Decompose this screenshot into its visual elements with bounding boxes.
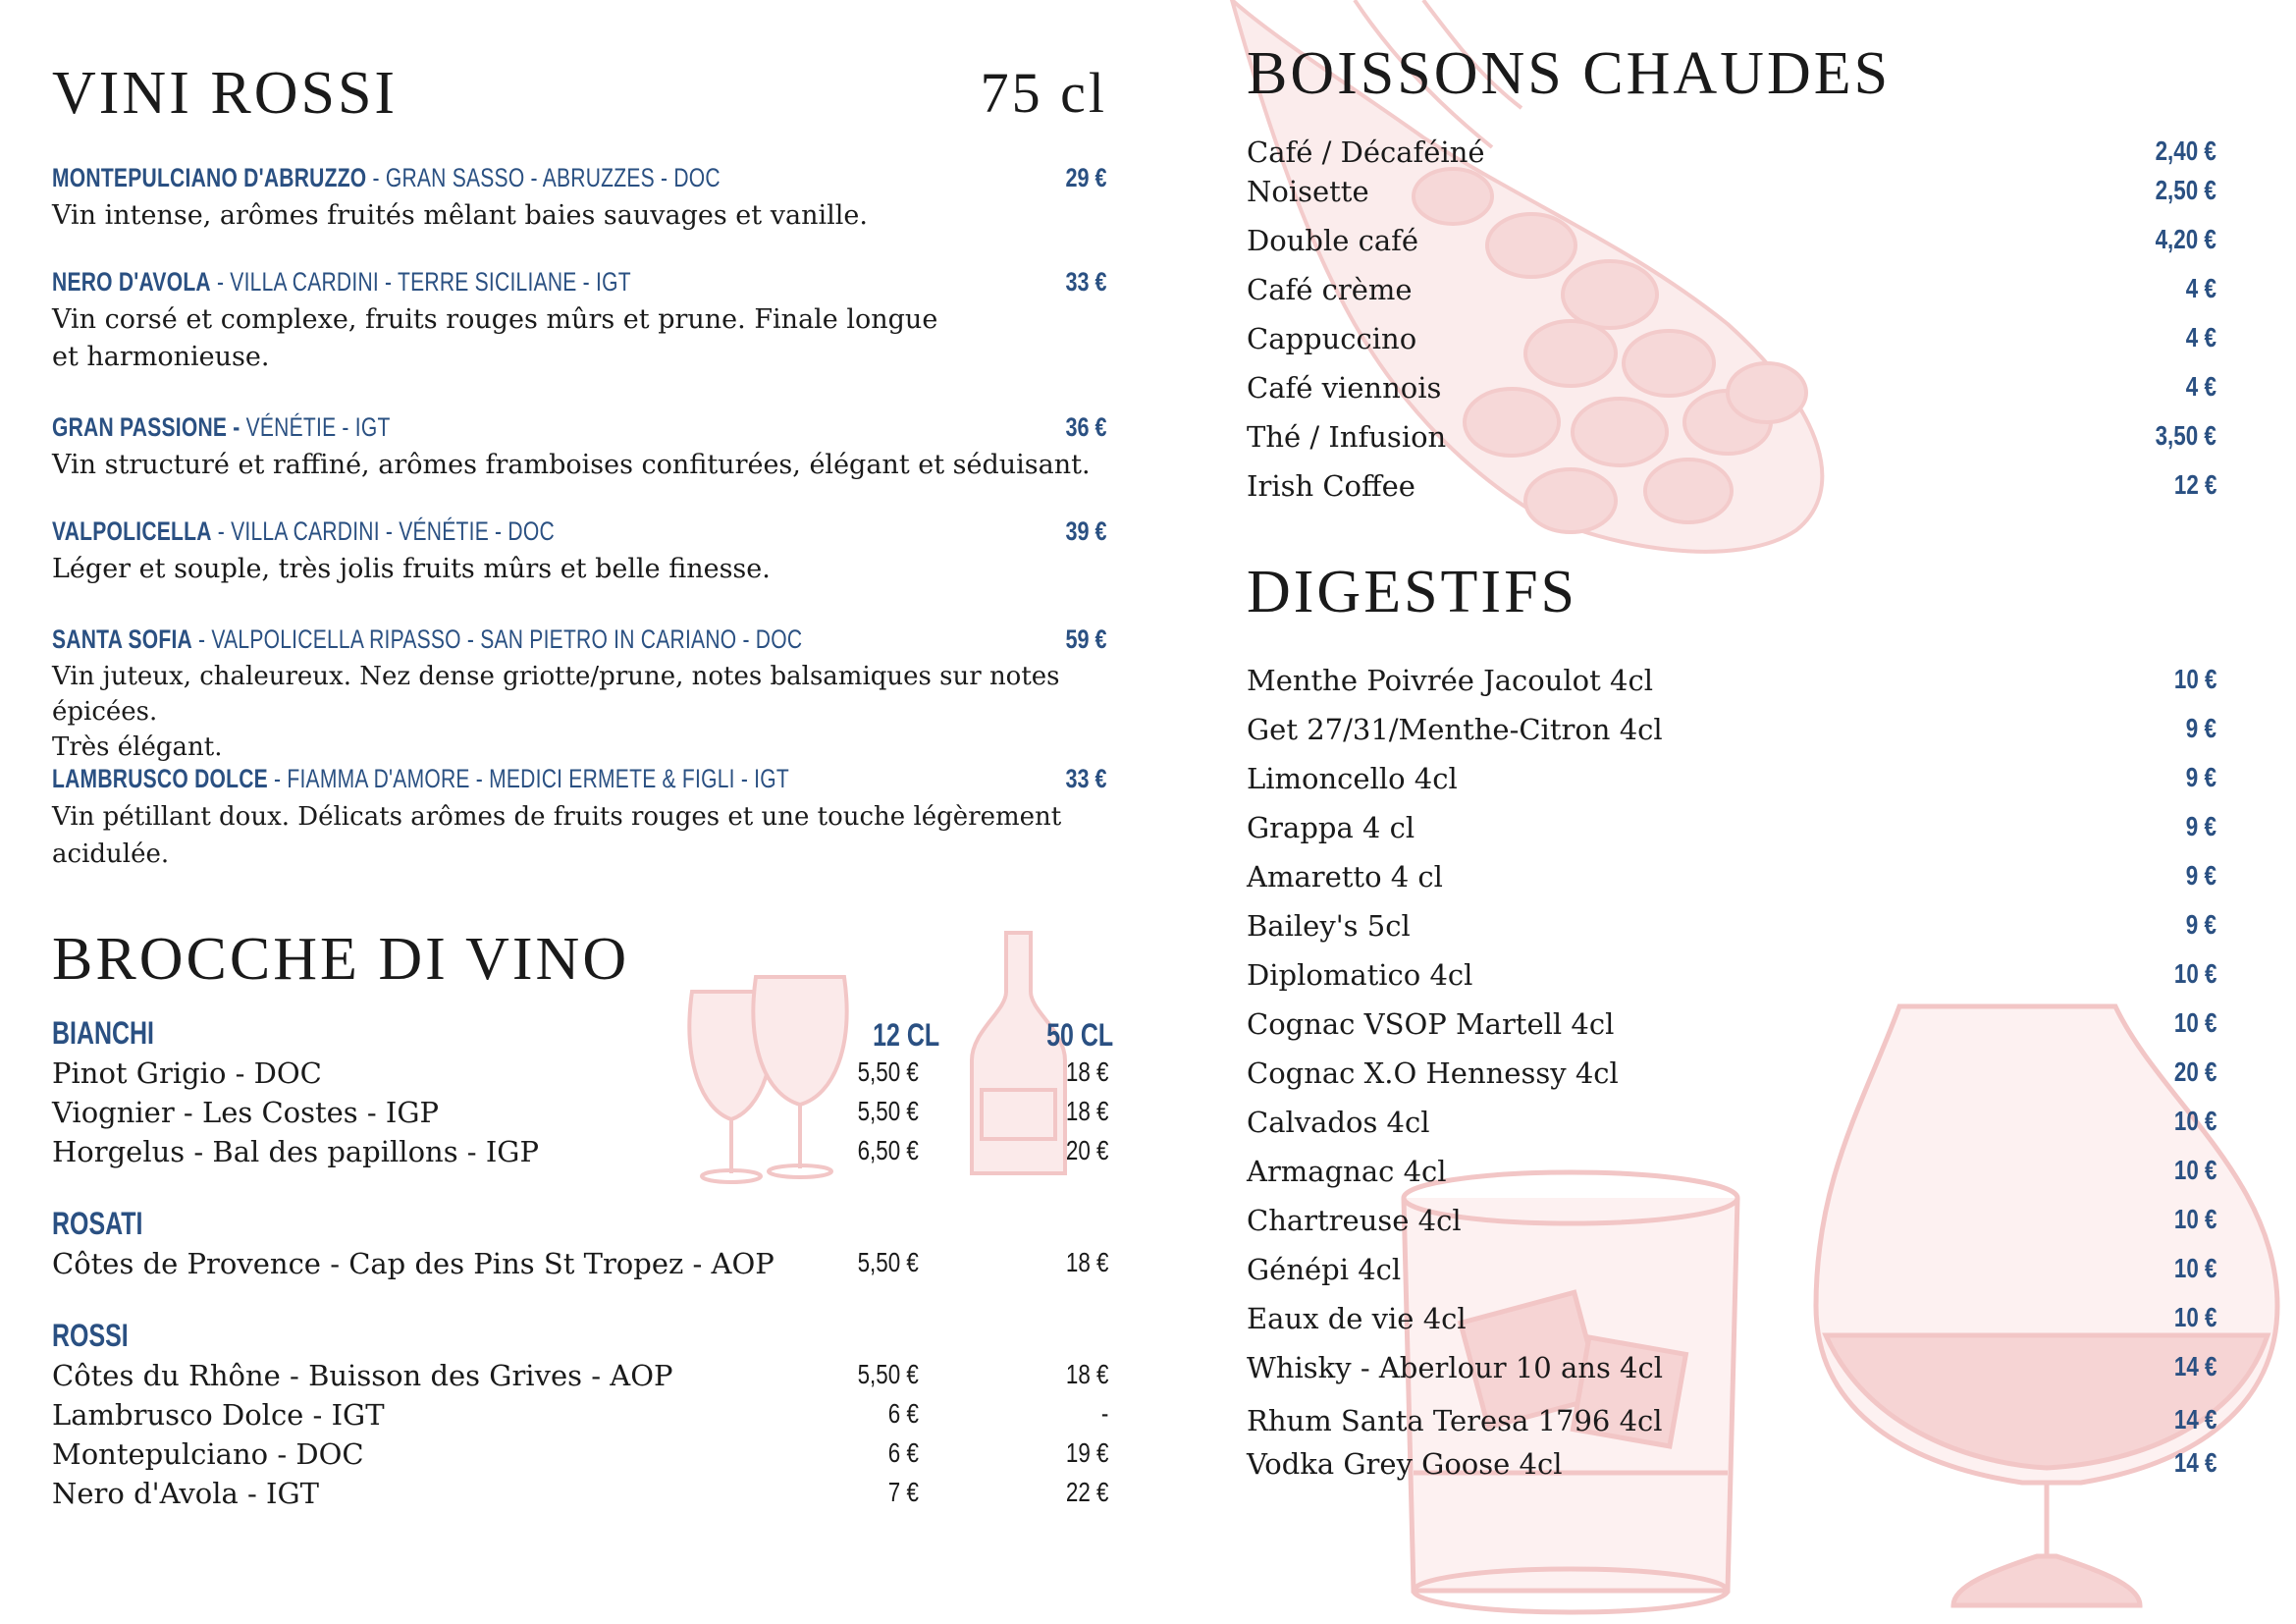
- list-item: [52, 1359, 1112, 1398]
- price-50cl: 18 €: [1065, 1247, 1108, 1277]
- item-name: Viognier - Les Costes - IGP: [52, 1096, 440, 1129]
- item-price: 9 €: [2185, 811, 2216, 841]
- price-12cl: 5,50 €: [857, 1359, 919, 1389]
- list-item: [1247, 664, 2216, 703]
- item-name: Double café: [1247, 224, 1419, 257]
- wine-description: Léger et souple, très jolis fruits mûrs et belle finesse.: [52, 554, 771, 584]
- wine-details: - GRAN SASSO - ABRUZZES - DOC: [366, 163, 721, 192]
- item-name: Lambrusco Dolce - IGT: [52, 1398, 385, 1432]
- list-item: [1247, 1253, 2216, 1292]
- wine-name: GRAN PASSIONE -: [52, 412, 246, 442]
- item-name: Cappuccino: [1247, 322, 1417, 355]
- item-price: 14 €: [2173, 1404, 2216, 1435]
- list-item: [1247, 1155, 2216, 1194]
- item-name: Vodka Grey Goose 4cl: [1247, 1447, 1563, 1481]
- wine-name: VALPOLICELLA: [52, 516, 212, 546]
- list-item: [1247, 713, 2216, 752]
- brocche-section: [52, 926, 1113, 1518]
- price-12cl: 7 €: [887, 1477, 919, 1507]
- col-50cl-header: 50 CL: [1046, 1017, 1113, 1053]
- list-item: [1247, 135, 2216, 175]
- list-item: [1247, 1302, 2216, 1341]
- item-name: Whisky - Aberlour 10 ans 4cl: [1247, 1351, 1664, 1384]
- price-12cl: 6 €: [887, 1437, 919, 1468]
- price-50cl: -: [1100, 1398, 1108, 1429]
- wine-name: SANTA SOFIA: [52, 624, 192, 654]
- list-item: [52, 1437, 1112, 1477]
- list-item: [1247, 1007, 2216, 1047]
- item-price: 4 €: [2185, 371, 2216, 402]
- wine-item: [52, 412, 1107, 484]
- price-12cl: 6,50 €: [857, 1135, 919, 1165]
- boissons-title: BOISSONS CHAUDES: [1247, 40, 1892, 107]
- wine-name: MONTEPULCIANO D'ABRUZZO: [52, 163, 367, 192]
- item-name: Côtes de Provence - Cap des Pins St Tropez - AOP: [52, 1247, 774, 1280]
- boissons-section: [1247, 40, 2216, 514]
- wine-price: 36 €: [1065, 412, 1107, 442]
- list-item: [1247, 175, 2216, 214]
- price-50cl: 18 €: [1065, 1056, 1108, 1087]
- wine-item: [52, 516, 1107, 588]
- item-name: Montepulciano - DOC: [52, 1437, 364, 1471]
- wine-price: 33 €: [1065, 764, 1107, 793]
- wine-item: [52, 267, 1107, 376]
- list-item: [1247, 1204, 2216, 1243]
- item-price: 4,20 €: [2155, 224, 2216, 254]
- list-item: [52, 1135, 1112, 1174]
- list-item: [1247, 1056, 2216, 1096]
- item-price: 10 €: [2173, 1106, 2216, 1136]
- item-name: Amaretto 4 cl: [1247, 860, 1443, 893]
- item-price: 10 €: [2173, 1253, 2216, 1283]
- item-name: Eaux de vie 4cl: [1247, 1302, 1467, 1335]
- price-50cl: 18 €: [1065, 1096, 1108, 1126]
- wine-price: 29 €: [1065, 163, 1107, 192]
- item-name: Calvados 4cl: [1247, 1106, 1430, 1139]
- vini-rossi-unit: 75 cl: [980, 61, 1107, 125]
- item-name: Café crème: [1247, 273, 1413, 306]
- list-item: [1247, 958, 2216, 998]
- item-name: Thé / Infusion: [1247, 420, 1447, 454]
- wine-description: Vin corsé et complexe, fruits rouges mûrs et prune. Finale longue: [52, 304, 938, 335]
- list-item: [1247, 1106, 2216, 1145]
- price-12cl: 5,50 €: [857, 1056, 919, 1087]
- wine-details: - FIAMMA D'AMORE - MEDICI ERMETE & FIGLI - IGT: [267, 764, 789, 793]
- item-price: 10 €: [2173, 664, 2216, 694]
- list-item: [52, 1398, 1112, 1437]
- item-name: Diplomatico 4cl: [1247, 958, 1473, 992]
- wine-description-line2: Très élégant.: [52, 732, 223, 762]
- price-50cl: 18 €: [1065, 1359, 1108, 1389]
- list-item: [1247, 762, 2216, 801]
- item-name: Côtes du Rhône - Buisson des Grives - AOP: [52, 1359, 673, 1392]
- item-price: 9 €: [2185, 909, 2216, 940]
- wine-name: NERO D'AVOLA: [52, 267, 211, 297]
- wine-item: [52, 764, 1107, 873]
- price-12cl: 5,50 €: [857, 1096, 919, 1126]
- item-name: Horgelus - Bal des papillons - IGP: [52, 1135, 539, 1168]
- item-name: Bailey's 5cl: [1247, 909, 1411, 943]
- item-name: Irish Coffee: [1247, 469, 1415, 503]
- wine-item: [52, 163, 1107, 235]
- item-price: 10 €: [2173, 1155, 2216, 1185]
- list-item: [1247, 322, 2216, 361]
- list-item: [1247, 469, 2216, 509]
- vini-rossi-section: [52, 59, 1107, 869]
- list-item: [1247, 371, 2216, 410]
- list-item: [52, 1247, 1112, 1286]
- list-item: [1247, 224, 2216, 263]
- price-50cl: 19 €: [1065, 1437, 1108, 1468]
- item-price: 9 €: [2185, 860, 2216, 891]
- item-price: 4 €: [2185, 322, 2216, 352]
- list-item: [1247, 1404, 2216, 1443]
- wine-item: [52, 624, 1107, 765]
- item-name: Cognac X.O Hennessy 4cl: [1247, 1056, 1619, 1090]
- col-12cl-header: 12 CL: [873, 1017, 939, 1053]
- item-name: Limoncello 4cl: [1247, 762, 1458, 795]
- item-price: 2,50 €: [2155, 175, 2216, 205]
- list-item: [1247, 273, 2216, 312]
- wine-details: - VILLA CARDINI - TERRE SICILIANE - IGT: [210, 267, 631, 297]
- item-name: Café / Décaféiné: [1247, 135, 1485, 169]
- item-name: Nero d'Avola - IGT: [52, 1477, 319, 1510]
- item-name: Grappa 4 cl: [1247, 811, 1415, 844]
- wine-details: - VALPOLICELLA RIPASSO - SAN PIETRO IN CARIANO - DOC: [191, 624, 803, 654]
- wine-description: Vin intense, arômes fruités mêlant baies sauvages et vanille.: [52, 200, 868, 231]
- digestifs-section: [1247, 559, 2216, 1504]
- item-price: 12 €: [2173, 469, 2216, 500]
- list-item: [1247, 811, 2216, 850]
- item-price: 14 €: [2173, 1447, 2216, 1478]
- bianchi-label: BIANCHI: [52, 1015, 154, 1051]
- list-item: [1247, 1351, 2216, 1390]
- item-price: 10 €: [2173, 1007, 2216, 1038]
- price-50cl: 22 €: [1065, 1477, 1108, 1507]
- item-price: 3,50 €: [2155, 420, 2216, 451]
- list-item: [52, 1056, 1112, 1096]
- wine-description: Vin pétillant doux. Délicats arômes de fruits rouges et une touche légèrement acidulée.: [52, 802, 1062, 869]
- wine-details: VÉNÉTIE - IGT: [245, 412, 391, 442]
- item-price: 9 €: [2185, 713, 2216, 743]
- item-price: 20 €: [2173, 1056, 2216, 1087]
- item-name: Cognac VSOP Martell 4cl: [1247, 1007, 1615, 1041]
- item-price: 10 €: [2173, 1302, 2216, 1332]
- price-12cl: 6 €: [887, 1398, 919, 1429]
- rosati-label: ROSATI: [52, 1206, 143, 1241]
- item-name: Chartreuse 4cl: [1247, 1204, 1462, 1237]
- wine-name: LAMBRUSCO DOLCE: [52, 764, 268, 793]
- list-item: [52, 1477, 1112, 1516]
- item-price: 4 €: [2185, 273, 2216, 303]
- price-50cl: 20 €: [1065, 1135, 1108, 1165]
- wine-description-line2: et harmonieuse.: [52, 342, 270, 372]
- item-name: Café viennois: [1247, 371, 1442, 405]
- list-item: [52, 1096, 1112, 1135]
- item-price: 9 €: [2185, 762, 2216, 792]
- list-item: [1247, 860, 2216, 899]
- price-12cl: 5,50 €: [857, 1247, 919, 1277]
- item-price: 2,40 €: [2155, 135, 2216, 166]
- digestifs-title: DIGESTIFS: [1247, 559, 1578, 625]
- vini-rossi-title: VINI ROSSI: [52, 60, 399, 127]
- wine-price: 33 €: [1065, 267, 1107, 297]
- wine-details: - VILLA CARDINI - VÉNÉTIE - DOC: [211, 516, 555, 546]
- item-name: Pinot Grigio - DOC: [52, 1056, 322, 1090]
- list-item: [1247, 909, 2216, 948]
- item-name: Génépi 4cl: [1247, 1253, 1402, 1286]
- item-price: 10 €: [2173, 1204, 2216, 1234]
- item-name: Rhum Santa Teresa 1796 4cl: [1247, 1404, 1663, 1437]
- list-item: [1247, 1447, 2216, 1487]
- wine-price: 39 €: [1065, 516, 1107, 546]
- wine-price: 59 €: [1065, 624, 1107, 654]
- item-name: Armagnac 4cl: [1247, 1155, 1447, 1188]
- item-name: Menthe Poivrée Jacoulot 4cl: [1247, 664, 1653, 697]
- item-price: 10 €: [2173, 958, 2216, 989]
- item-name: Get 27/31/Menthe-Citron 4cl: [1247, 713, 1663, 746]
- brocche-title: BROCCHE DI VINO: [52, 926, 630, 993]
- item-price: 14 €: [2173, 1351, 2216, 1381]
- item-name: Noisette: [1247, 175, 1369, 208]
- list-item: [1247, 420, 2216, 460]
- rossi-label: ROSSI: [52, 1318, 129, 1353]
- wine-description: Vin structuré et raffiné, arômes framboises confiturées, élégant et séduisant.: [52, 450, 1091, 480]
- wine-description: Vin juteux, chaleureux. Nez dense griotte/prune, notes balsamiques sur notes épicées.: [52, 662, 1060, 727]
